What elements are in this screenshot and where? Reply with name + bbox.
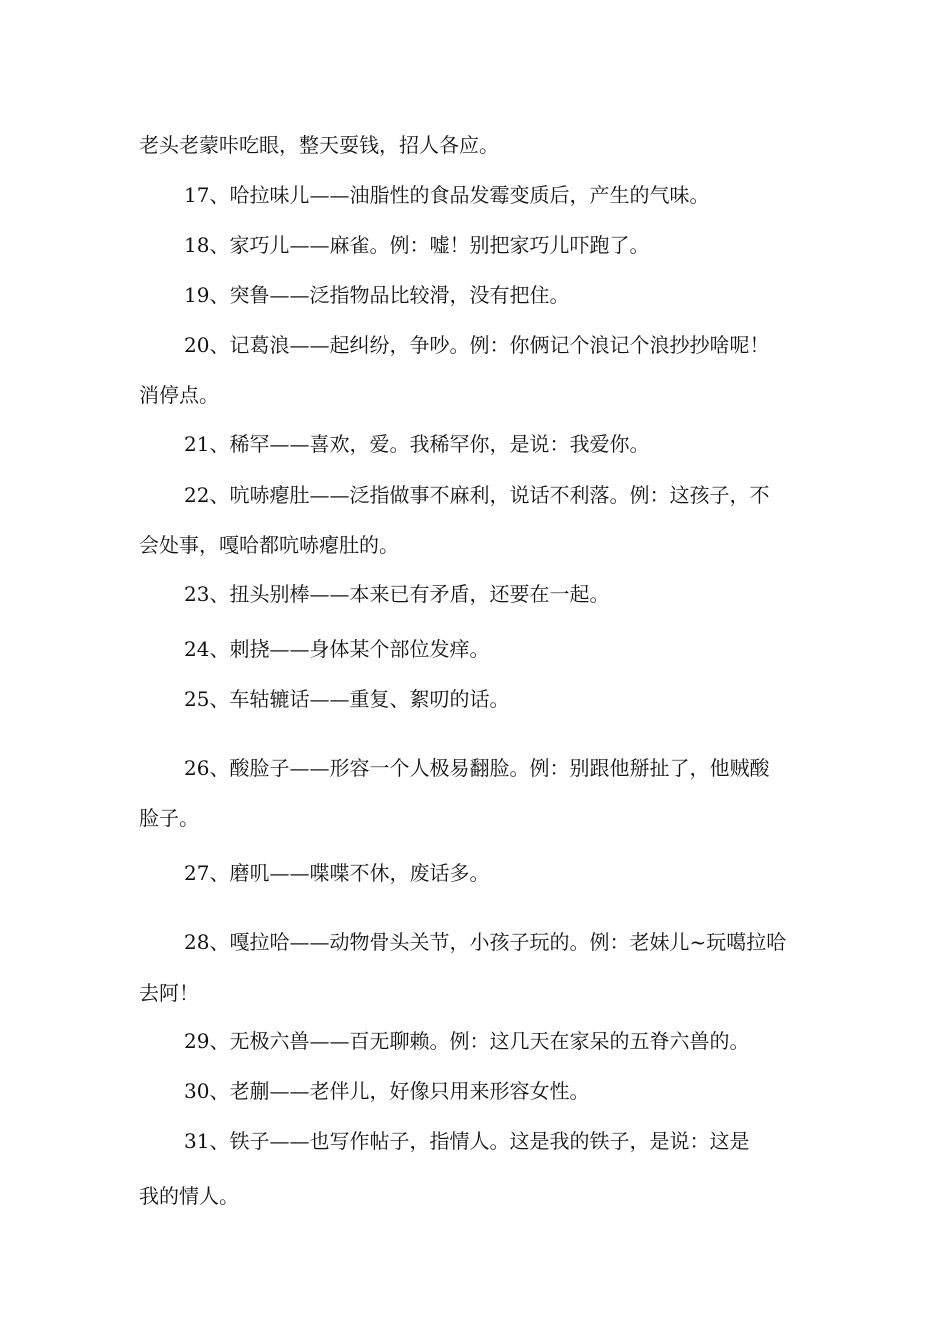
text-line: 30、老蒯——老伴儿，好像只用来形容女性。	[184, 1079, 590, 1103]
text-line: 24、刺挠——身体某个部位发痒。	[184, 637, 490, 661]
text-line: 28、嘎拉哈——动物骨头关节，小孩子玩的。例：老妹儿~玩噶拉哈	[184, 930, 787, 954]
text-line: 23、扭头别棒——本来已有矛盾，还要在一起。	[184, 582, 610, 606]
text-line: 消停点。	[139, 383, 219, 407]
text-line: 27、磨叽——喋喋不休，废话多。	[184, 861, 490, 885]
text-line: 脸子。	[139, 806, 199, 830]
text-line: 我的情人。	[139, 1184, 239, 1208]
text-line: 26、酸脸子——形容一个人极易翻脸。例：别跟他掰扯了，他贼酸	[184, 756, 770, 780]
text-line: 17、哈拉味儿——油脂性的食品发霉变质后，产生的气味。	[184, 183, 710, 207]
text-line: 老头老蒙咔吃眼，整天耍钱，招人各应。	[139, 133, 499, 157]
text-line: 25、车轱辘话——重复、絮叨的话。	[184, 687, 510, 711]
text-line: 去阿！	[139, 981, 199, 1005]
text-line: 20、记葛浪——起纠纷，争吵。例：你俩记个浪记个浪抄抄啥呢！	[184, 333, 770, 357]
text-line: 22、吭哧瘪肚——泛指做事不麻利，说话不利落。例：这孩子，不	[184, 483, 770, 507]
text-line: 31、铁子——也写作帖子，指情人。这是我的铁子，是说：这是	[184, 1129, 750, 1153]
text-line: 29、无极六兽——百无聊赖。例：这几天在家呆的五脊六兽的。	[184, 1029, 750, 1053]
text-line: 19、突鲁——泛指物品比较滑，没有把住。	[184, 283, 570, 307]
text-line: 18、家巧儿——麻雀。例：嘘！别把家巧儿吓跑了。	[184, 233, 650, 257]
text-line: 21、稀罕——喜欢，爱。我稀罕你，是说：我爱你。	[184, 432, 650, 456]
text-line: 会处事，嘎哈都吭哧瘪肚的。	[139, 533, 399, 557]
